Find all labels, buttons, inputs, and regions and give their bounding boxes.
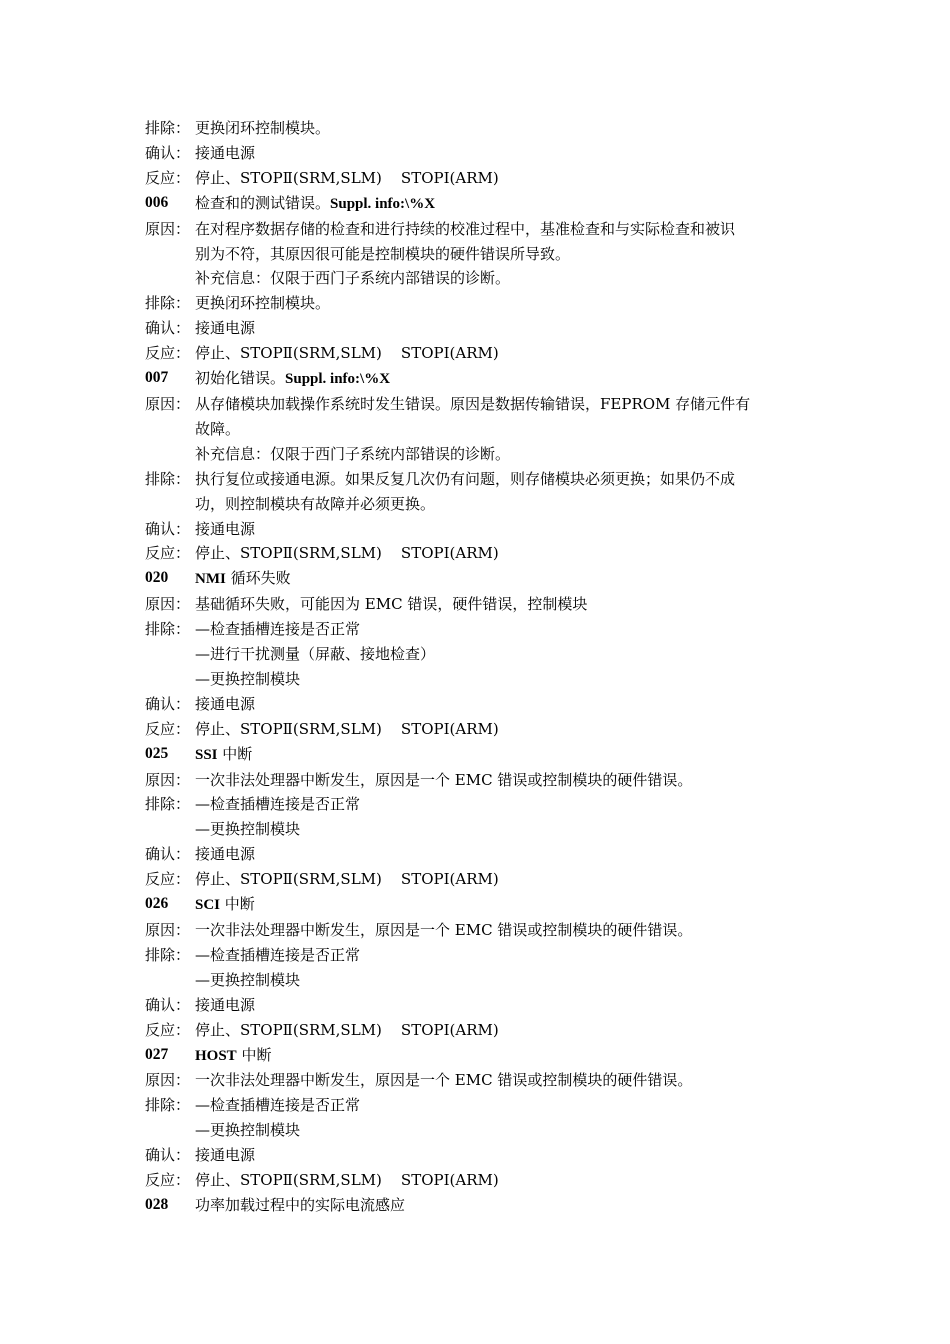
fault-code-row [145,1043,815,1069]
field-label: 排除： [145,1096,191,1115]
field-label: 原因： [145,595,191,614]
fault-title-bold: NMI [195,571,226,588]
field-text: —检查插槽连接是否正常 [195,620,361,639]
fault-title-bold: Suppl. info:\%X [285,371,391,388]
field-label: 确认： [145,143,191,162]
field-text: 接通电源 [195,1146,256,1165]
field-row [145,541,815,566]
field-row [145,467,815,492]
field-label: 排除： [145,620,191,639]
field-label: 确认： [145,1146,191,1165]
field-row [145,1168,815,1193]
field-row [145,392,815,417]
field-label: 原因： [145,921,191,939]
field-label: 排除： [145,795,191,814]
fault-code-row [145,1193,815,1218]
field-row [145,166,815,191]
fault-title [195,1193,815,1218]
fault-code-row [145,742,815,768]
field-text: 停止、STOPⅡ(SRM,SLM) STOPⅠ(ARM) [195,544,499,563]
fault-title-bold: SCI [195,897,221,914]
fault-code-row [145,191,815,217]
field-row [145,141,815,166]
field-text: 故障。 [195,419,241,438]
field-row [145,692,815,717]
field-row [145,1143,815,1168]
fault-title [195,191,815,217]
fault-title-bold: Suppl. info:\%X [330,195,436,212]
fault-title-text: 功率加载过程中的实际电流感应 [195,1195,406,1214]
field-text: 更换闭环控制模块。 [195,294,331,313]
field-text: 从存储模块加载操作系统时发生错误。原因是数据传输错误，FEPROM 存储元件有 [195,394,751,413]
field-text: —更换控制模块 [195,1121,301,1140]
continuation-line [145,492,815,517]
field-text: 执行复位或接通电源。如果反复几次仍有问题，则存储模块必须更换；如果仍不成 [195,469,736,488]
field-label: 排除： [145,945,191,964]
field-text: 接通电源 [195,845,256,864]
field-label: 原因： [145,1071,191,1090]
field-row [145,1018,815,1043]
field-row [145,617,815,642]
field-row [145,116,815,141]
field-text: —检查插槽连接是否正常 [195,1096,361,1115]
field-text: 接通电源 [195,694,256,713]
field-label: 确认： [145,319,191,338]
field-text: 一次非法处理器中断发生，原因是一个 EMC 错误或控制模块的硬件错误。 [195,921,693,939]
continuation-line [145,667,815,692]
field-label: 确认： [145,519,191,538]
field-text: 停止、STOPⅡ(SRM,SLM) STOPⅠ(ARM) [195,719,499,738]
fault-code: 006 [145,193,169,211]
field-text: 接通电源 [195,143,256,162]
field-row [145,768,815,793]
field-text: 基础循环失败，可能因为 EMC 错误，硬件错误，控制模块 [195,595,588,614]
fault-title [195,566,815,592]
field-text: 补充信息：仅限于西门子系统内部错误的诊断。 [195,444,511,463]
fault-code-row [145,366,815,392]
field-text: 补充信息：仅限于西门子系统内部错误的诊断。 [195,269,511,288]
field-text: 接通电源 [195,519,256,538]
fault-code: 026 [145,895,169,913]
field-row [145,217,815,242]
field-text: —进行干扰测量（屏蔽、接地检查） [195,645,436,664]
field-row [145,842,815,867]
field-text: 停止、STOPⅡ(SRM,SLM) STOPⅠ(ARM) [195,168,499,187]
field-label: 确认： [145,845,191,864]
continuation-line [145,642,815,667]
fault-title-text: 中断 [236,1045,272,1064]
field-text: 停止、STOPⅡ(SRM,SLM) STOPⅠ(ARM) [195,870,499,889]
field-text: —更换控制模块 [195,820,301,839]
field-text: —更换控制模块 [195,669,301,688]
field-text: 停止、STOPⅡ(SRM,SLM) STOPⅠ(ARM) [195,1020,499,1039]
field-label: 反应： [145,1171,191,1190]
field-text: 停止、STOPⅡ(SRM,SLM) STOPⅠ(ARM) [195,344,499,363]
field-row [145,592,815,617]
continuation-line [145,442,815,467]
continuation-line [145,266,815,291]
field-text: 更换闭环控制模块。 [195,119,331,137]
field-row [145,1093,815,1118]
fault-code: 025 [145,744,169,762]
field-text: —检查插槽连接是否正常 [195,795,361,814]
field-label: 排除： [145,119,191,137]
field-row [145,867,815,892]
field-label: 原因： [145,394,191,413]
continuation-line [145,968,815,993]
field-label: 反应： [145,344,191,363]
field-text: 接通电源 [195,319,256,338]
field-row [145,291,815,316]
field-text: —更换控制模块 [195,970,301,989]
fault-title-bold: SSI [195,746,218,763]
fault-title-text: 检查和的测试错误。 [195,193,331,212]
fault-code: 027 [145,1045,169,1063]
continuation-line [145,1118,815,1143]
field-text: —检查插槽连接是否正常 [195,945,361,964]
document-body [145,116,815,1218]
field-label: 原因： [145,219,191,238]
fault-title [195,892,815,918]
fault-title-text: 循环失败 [225,569,291,588]
field-text: 功，则控制模块有故障并必须更换。 [195,494,436,513]
field-label: 确认： [145,995,191,1014]
field-row [145,993,815,1018]
field-row [145,517,815,542]
fault-title [195,1043,815,1069]
field-text: 停止、STOPⅡ(SRM,SLM) STOPⅠ(ARM) [195,1171,499,1190]
field-text: 接通电源 [195,995,256,1014]
field-label: 反应： [145,870,191,889]
fault-code: 028 [145,1195,169,1213]
continuation-line [145,817,815,842]
field-row [145,918,815,943]
fault-code: 007 [145,369,169,387]
fault-title [195,742,815,768]
field-row [145,316,815,341]
field-label: 确认： [145,694,191,713]
field-label: 反应： [145,719,191,738]
continuation-line [145,417,815,442]
field-label: 排除： [145,469,191,488]
fault-code: 020 [145,569,169,587]
field-label: 排除： [145,294,191,313]
field-row [145,943,815,968]
fault-title-text: 初始化错误。 [195,369,286,388]
field-row [145,792,815,817]
field-row [145,341,815,366]
fault-title-bold: HOST [195,1047,237,1064]
fault-code-row [145,566,815,592]
field-label: 反应： [145,1020,191,1039]
field-row [145,1068,815,1093]
field-text: 一次非法处理器中断发生，原因是一个 EMC 错误或控制模块的硬件错误。 [195,1071,693,1090]
field-label: 原因： [145,770,191,789]
continuation-line [145,242,815,267]
fault-title [195,366,815,392]
fault-code-row [145,892,815,918]
field-label: 反应： [145,544,191,563]
field-label: 反应： [145,168,191,187]
field-text: 在对程序数据存储的检查和进行持续的校准过程中，基准检查和与实际检查和被识 [195,219,736,238]
fault-title-text: 中断 [220,895,255,914]
fault-title-text: 中断 [217,744,253,763]
field-row [145,717,815,742]
field-text: 一次非法处理器中断发生，原因是一个 EMC 错误或控制模块的硬件错误。 [195,770,693,789]
field-text: 别为不符，其原因很可能是控制模块的硬件错误所导致。 [195,244,571,263]
